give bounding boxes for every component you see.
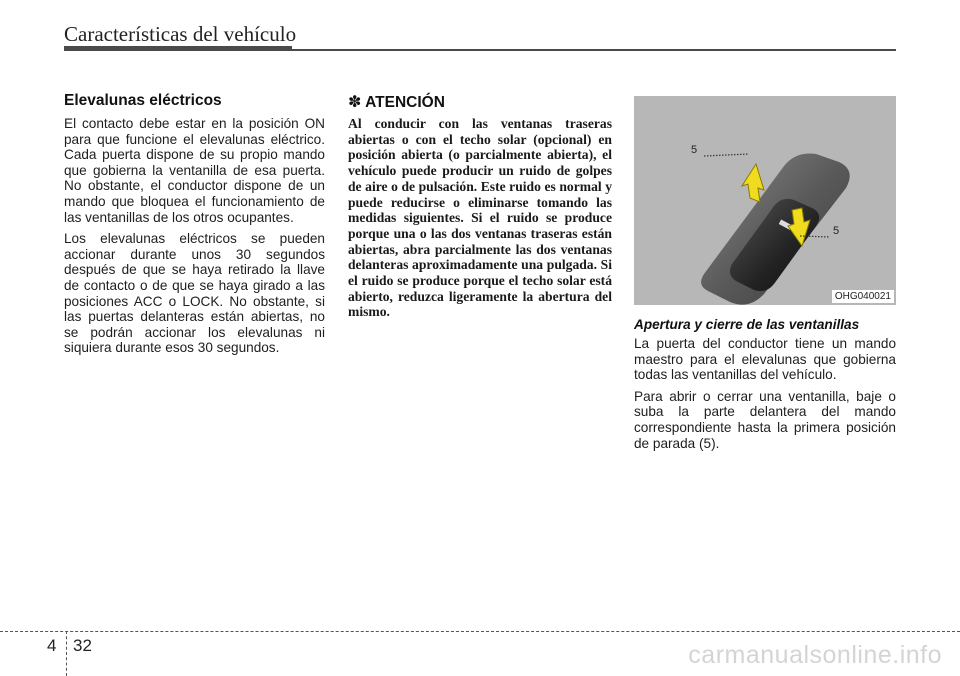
page-number: 32	[73, 636, 92, 655]
subheading-open-close: Apertura y cierre de las ventanillas	[634, 317, 860, 332]
leader-line-top	[704, 154, 749, 156]
attention-heading-text: ATENCIÓN	[365, 94, 445, 111]
footer-dashed-divider	[66, 631, 67, 676]
footer-dashed-rule	[0, 631, 960, 632]
arrow-up-icon	[742, 164, 764, 202]
column-attention	[348, 92, 612, 320]
window-switch-figure	[634, 96, 896, 305]
attention-star-icon: ✽	[348, 94, 362, 111]
watermark-text: carmanualsonline.info	[688, 641, 942, 669]
page-header-title: Características del vehículo	[64, 22, 297, 46]
figure-code: OHG040021	[832, 290, 894, 303]
window-switch-illustration	[634, 96, 896, 305]
chapter-number: 4	[47, 636, 57, 655]
figure-label-bottom: 5	[833, 225, 840, 237]
figure-label-top: 5	[691, 144, 698, 156]
column-power-windows	[64, 92, 325, 362]
paragraph-master-switch: La puerta del conductor tiene un mando maestro para el elevalunas que gobierna todas las ventanillas del vehículo.	[634, 336, 896, 383]
header-rule-thin	[292, 49, 896, 51]
paragraph-30-seconds: Los elevalunas eléctricos se pueden accionar durante unos 30 segundos después de que se haya retirado la llave de contacto o de que se haya girado a las posiciones ACC o LOCK. No obstante, si las puertas delanteras están abiertas, no se podrán accionar los elevalunas ni siquiera durante esos 30 segundos.	[64, 231, 325, 356]
paragraph-open-close: Para abrir o cerrar una ventanilla, baje o suba la parte delantera del mando correspondiente hasta la primera posición de parada (5).	[634, 388, 896, 451]
attention-heading	[348, 92, 612, 112]
section-heading-power-windows: Elevalunas eléctricos	[64, 92, 222, 109]
column-window-operation	[634, 92, 896, 457]
paragraph-ignition: El contacto debe estar en la posición ON para que funcione el elevalunas eléctrico. Cada puerta dispone de su propio mando que gobierna la ventanilla de esa puerta. No obstante, el conductor dispone de un mando que bloquea el funcionamiento de las ventanillas de los otros ocupantes.	[64, 116, 325, 225]
attention-text: Al conducir con las ventanas traseras abiertas o con el techo solar (opcional) en posición abierta (o parcialmente abierta), el vehículo puede producir un ruido de golpes de aire o de pulsación. Este ruido es normal y puede reducirse o eliminarse tomando las medidas siguientes. Si el ruido se produce porque una o las dos ventanas traseras están abiertas, abra parcialmente las dos ventanas delanteras aproximadamente una pulgada. Si el ruido se produce porque el techo solar está abierto, reduzca ligeramente la abertura del mismo.	[348, 116, 612, 320]
header-rule-thick	[64, 46, 292, 51]
